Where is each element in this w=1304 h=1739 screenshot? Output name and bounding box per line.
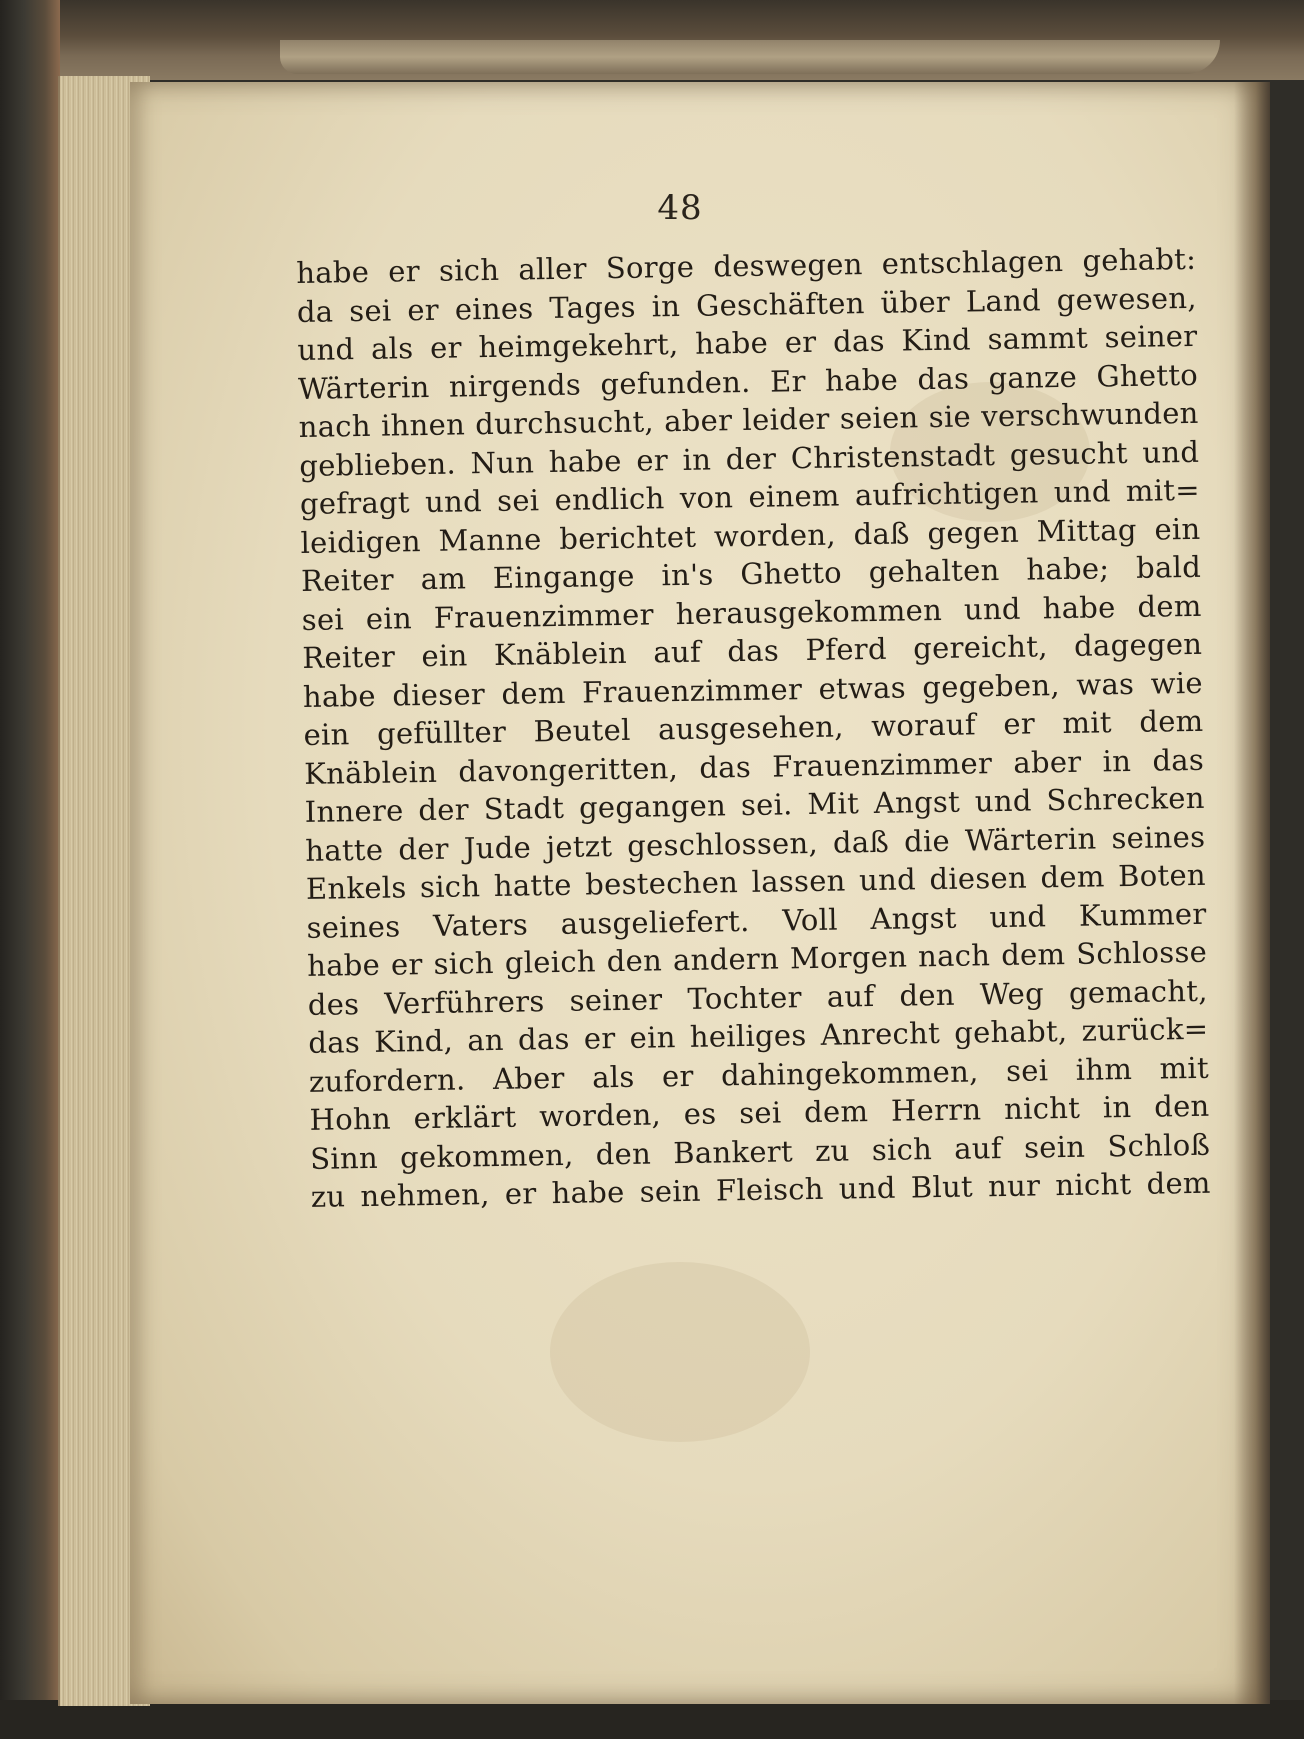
text-line: habe er sich aller Sorge deswegen entschlagen gehabt: <box>296 241 1197 290</box>
text-line: zu nehmen, er habe sein Fleisch und Blut nur nicht dem <box>310 1165 1211 1214</box>
text-line: seines Vaters ausgeliefert. Voll Angst und Kummer <box>306 896 1207 945</box>
text-line: gefragt und sei endlich von einem aufrichtigen und mit= <box>299 472 1201 521</box>
text-line: hatte der Jude jetzt geschlossen, daß die Wärterin seines <box>305 819 1206 868</box>
text-line: habe er sich gleich den andern Morgen nach dem Schlosse <box>306 934 1208 983</box>
text-line: Knäblein davongeritten, das Frauenzimmer aber in das <box>303 742 1205 791</box>
text-line: nach ihnen durchsucht, aber leider seien sie verschwunden <box>298 395 1199 444</box>
text-line: Reiter ein Knäblein auf das Pferd gereicht, dagegen <box>302 626 1203 675</box>
torn-page-edge <box>280 40 1220 74</box>
page-number: 48 <box>657 188 703 228</box>
text-line: habe dieser dem Frauenzimmer etwas gegeben, was wie <box>302 665 1204 714</box>
text-line: Innere der Stadt gegangen sei. Mit Angst und Schrecken <box>304 780 1205 829</box>
text-line: Sinn gekommen, den Bankert zu sich auf sein Schloß <box>309 1127 1211 1176</box>
text-line: geblieben. Nun habe er in der Christenstadt gesucht und <box>299 434 1200 483</box>
text-line: Enkels sich hatte bestechen lassen und diesen dem Boten <box>305 857 1207 906</box>
text-line: Reiter am Eingange in's Ghetto gehalten habe; bald <box>300 549 1202 598</box>
text-line: zufordern. Aber als er dahingekommen, sei ihm mit <box>308 1050 1210 1099</box>
book-cover-bottom-edge <box>0 1700 1304 1739</box>
page-gutter-shadow <box>1234 82 1270 1704</box>
text-line: ein gefüllter Beutel ausgesehen, worauf er mit dem <box>303 703 1204 752</box>
text-line: Wärterin nirgends gefunden. Er habe das ganze Ghetto <box>297 357 1199 406</box>
text-line: da sei er eines Tages in Geschäften über Land gewesen, <box>296 280 1198 329</box>
text-line: und als er heimgekehrt, habe er das Kind sammt seiner <box>297 318 1198 367</box>
body-text <box>296 240 1211 1217</box>
text-line: leidigen Manne berichtet worden, daß gegen Mittag ein <box>300 511 1201 560</box>
text-line: Hohn erklärt worden, es sei dem Herrn nicht in den <box>309 1088 1210 1137</box>
book-cover-left-edge <box>0 0 60 1739</box>
text-line: das Kind, an das er ein heiliges Anrecht gehabt, zurück= <box>308 1011 1209 1060</box>
text-line: des Verführers seiner Tochter auf den Weg gemacht, <box>307 973 1208 1022</box>
paper-stain <box>550 1262 810 1442</box>
text-line: sei ein Frauenzimmer herausgekommen und habe dem <box>301 588 1202 637</box>
